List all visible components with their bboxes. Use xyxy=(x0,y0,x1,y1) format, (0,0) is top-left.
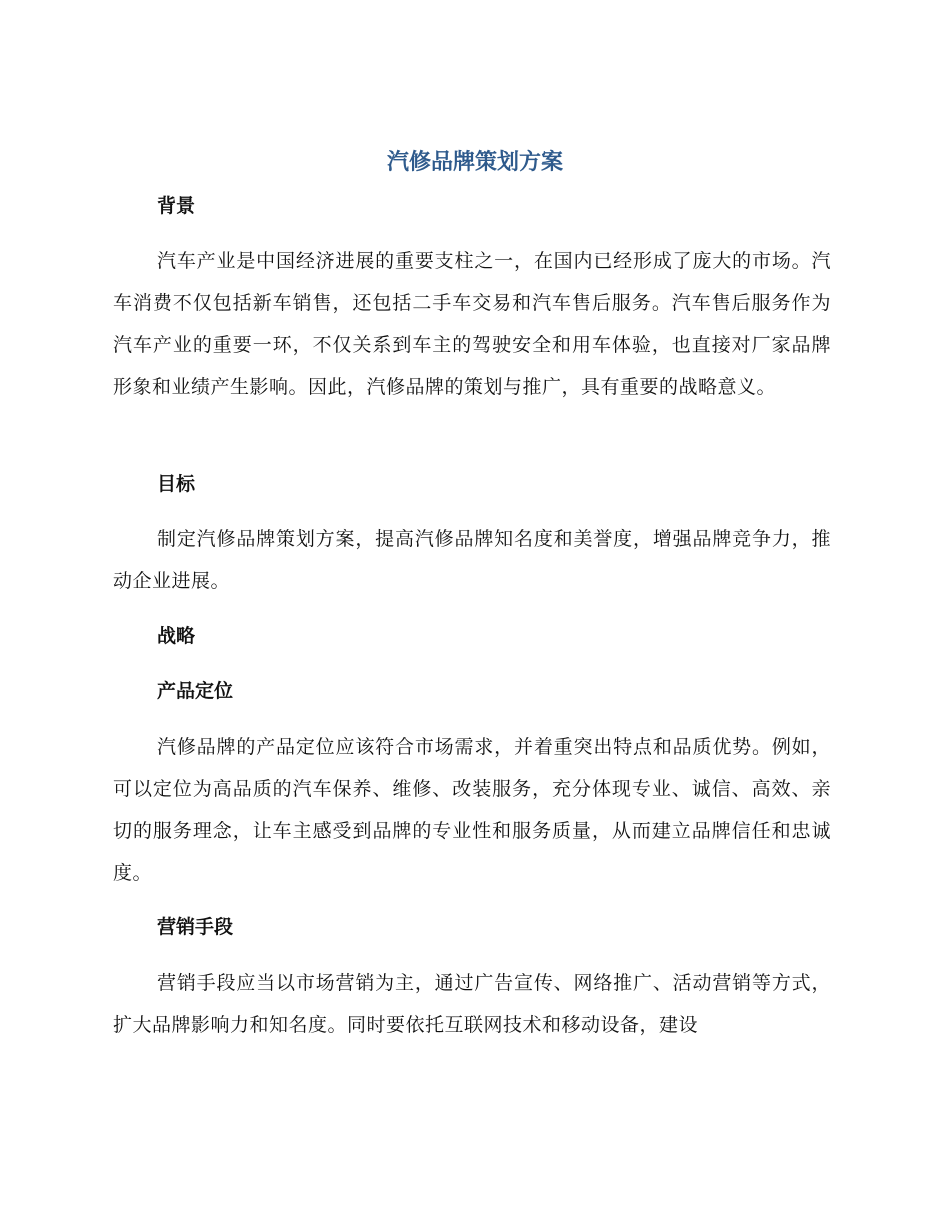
section-heading-marketing: 营销手段 xyxy=(157,916,234,938)
section-heading-positioning: 产品定位 xyxy=(157,680,234,702)
paragraph-goal: 制定汽修品牌策划方案，提高汽修品牌知名度和美誉度，增强品牌竞争力，推动企业进展。 xyxy=(113,528,831,592)
document-title: 汽修品牌策划方案 xyxy=(386,150,563,175)
paragraph-background: 汽车产业是中国经济进展的重要支柱之一，在国内已经形成了庞大的市场。汽车消费不仅包括新车销售，还包括二手车交易和汽车售后服务。汽车售后服务作为汽车产业的重要一环，不仅关系到车主的驾驶安全和用车体验，也直接对厂家品牌形象和业绩产生影响。因此，汽修品牌的策划与推广，具有重要的战略意义。 xyxy=(113,250,831,398)
paragraph-marketing: 营销手段应当以市场营销为主，通过广告宣传、网络推广、活动营销等方式，扩大品牌影响力和知名度。同时要依托互联网技术和移动设备，建设 xyxy=(113,972,831,1036)
section-heading-background: 背景 xyxy=(157,195,196,217)
paragraph-positioning: 汽修品牌的产品定位应该符合市场需求，并着重突出特点和品质优势。例如，可以定位为高品质的汽车保养、维修、改装服务，充分体现专业、诚信、高效、亲切的服务理念，让车主感受到品牌的专业性和服务质量，从而建立品牌信任和忠诚度。 xyxy=(113,736,831,884)
section-heading-strategy: 战略 xyxy=(157,625,196,647)
section-heading-goal: 目标 xyxy=(157,473,196,495)
